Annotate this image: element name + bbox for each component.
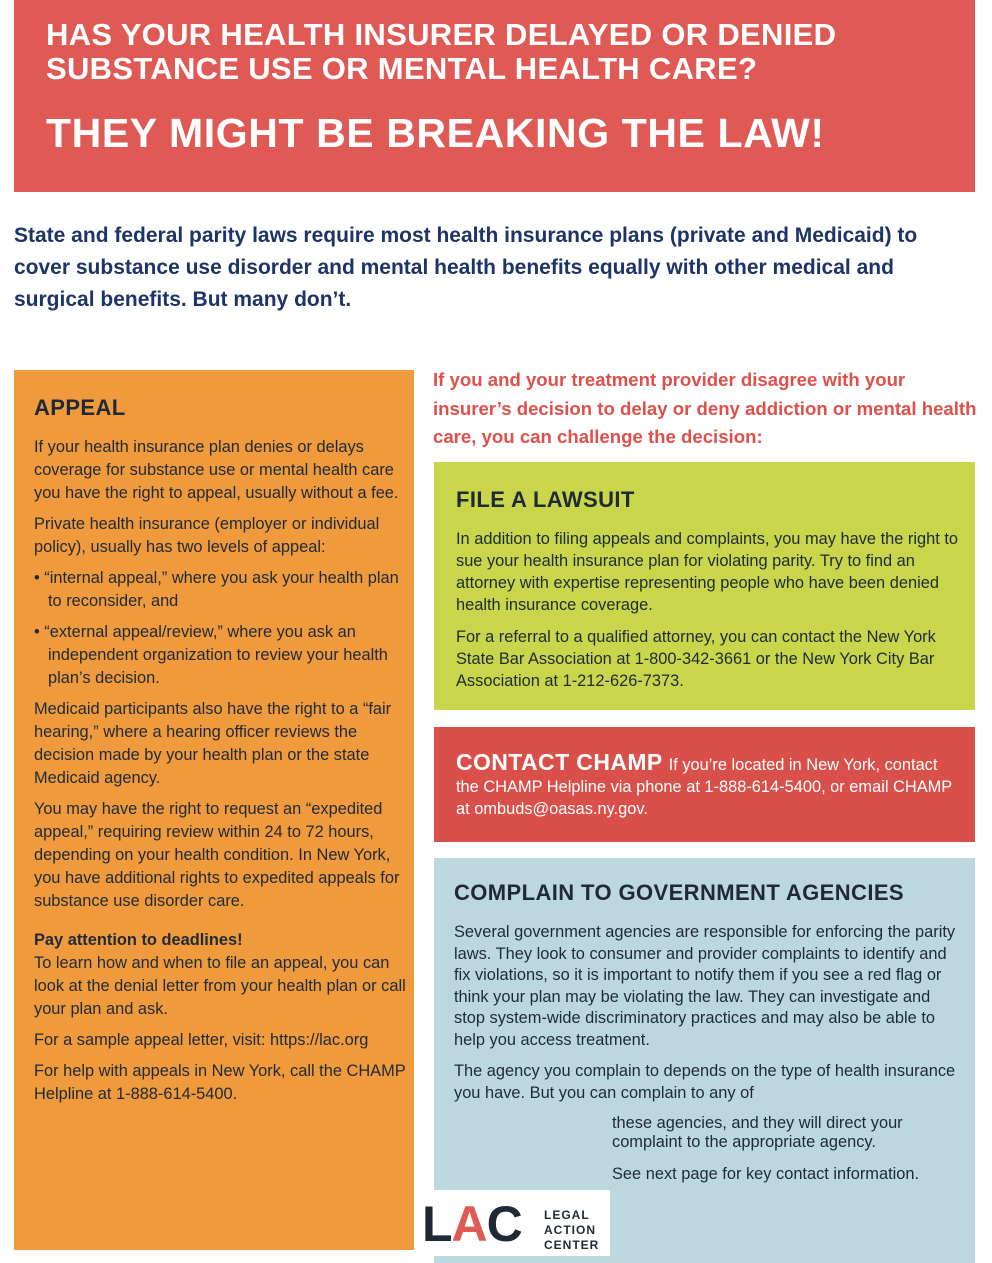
intro-text: State and federal parity laws require most health insurance plans (private and Medicaid) to cover substance use disorder and mental health benefits equally with other medical and surgical benefits. But many don’t. bbox=[14, 224, 918, 311]
appeal-paragraph: To learn how and when to file an appeal, you can look at the denial letter from your health plan or call your plan and ask. bbox=[34, 954, 406, 1018]
appeal-paragraph: For help with appeals in New York, call the CHAMP Helpline at 1-888-614-5400. bbox=[34, 1062, 406, 1103]
champ-text: If you’re located in New York, contact the CHAMP Helpline via phone at 1-888-614-5400, or email CHAMP at ombuds@oasas.ny.gov. bbox=[456, 756, 952, 818]
lawsuit-paragraph: For a referral to a qualified attorney, you can contact the New York State Bar Association at 1-800-342-3661 or the New York City Bar Association at 1-212-626-7373. bbox=[456, 628, 936, 690]
lawsuit-title: FILE A LAWSUIT bbox=[456, 487, 635, 512]
champ-panel bbox=[434, 727, 975, 842]
banner-question: HAS YOUR HEALTH INSURER DELAYED OR DENIED SUBSTANCE USE OR MENTAL HEALTH CARE? bbox=[46, 17, 837, 86]
government-paragraph: The agency you complain to depends on the type of health insurance you have. But you can complain to any of bbox=[454, 1062, 956, 1102]
legal-action-center-logo bbox=[416, 1190, 610, 1256]
appeal-paragraph: If your health insurance plan denies or delays coverage for substance use or mental health care you have the right to appeal, usually without a fee. bbox=[34, 438, 399, 502]
appeal-bullet: • “internal appeal,” where you ask your health plan to reconsider, and bbox=[34, 569, 399, 610]
challenge-heading: If you and your treatment provider disagree with your insurer’s decision to delay or deny addiction or mental health care, you can challenge the decision: bbox=[433, 369, 977, 447]
header-banner bbox=[14, 0, 975, 192]
deadlines-heading: Pay attention to deadlines! bbox=[34, 931, 243, 949]
lac-mark: LAC bbox=[422, 1196, 522, 1252]
appeal-title: APPEAL bbox=[34, 395, 126, 420]
appeal-paragraph: You may have the right to request an “expedited appeal,” requiring review within 24 to 72 hours, depending on your health condition. In New York, you have additional rights to expedited appeals for substance use disorder care. bbox=[34, 800, 400, 910]
lawsuit-panel bbox=[434, 462, 975, 710]
government-paragraph: these agencies, and they will direct your complaint to the appropriate agency. bbox=[612, 1114, 903, 1151]
appeal-paragraph: For a sample appeal letter, visit: https://lac.org bbox=[34, 1031, 369, 1049]
next-page-note: See next page for key contact information. bbox=[612, 1165, 920, 1183]
lawsuit-paragraph: In addition to filing appeals and complaints, you may have the right to sue your health insurance plan for violating parity. Try to find an attorney with expertise representing people who have been denied health insurance coverage. bbox=[456, 530, 959, 614]
banner-headline: THEY MIGHT BE BREAKING THE LAW! bbox=[46, 110, 825, 156]
appeal-panel bbox=[14, 370, 414, 1250]
appeal-paragraph: Medicaid participants also have the right to a “fair hearing,” where a hearing officer reviews the decision made by your health plan or the state Medicaid agency. bbox=[34, 700, 392, 787]
champ-title: CONTACT CHAMP bbox=[456, 749, 663, 775]
appeal-bullet: • “external appeal/review,” where you ask an independent organization to review your health plan’s decision. bbox=[34, 623, 388, 687]
logo-wordmark: LEGAL ACTION CENTER bbox=[544, 1208, 600, 1252]
government-paragraph: Several government agencies are responsible for enforcing the parity laws. They look to consumer and provider complaints to identify and fix violations, so it is important to notify them if you see a red flag or think your plan may be violating the law. They can investigate and stop system-wide discriminatory practices and may also be able to help you access treatment. bbox=[454, 923, 956, 1049]
government-title: COMPLAIN TO GOVERNMENT AGENCIES bbox=[454, 880, 904, 905]
appeal-paragraph: Private health insurance (employer or individual policy), usually has two levels of appeal: bbox=[34, 515, 380, 556]
